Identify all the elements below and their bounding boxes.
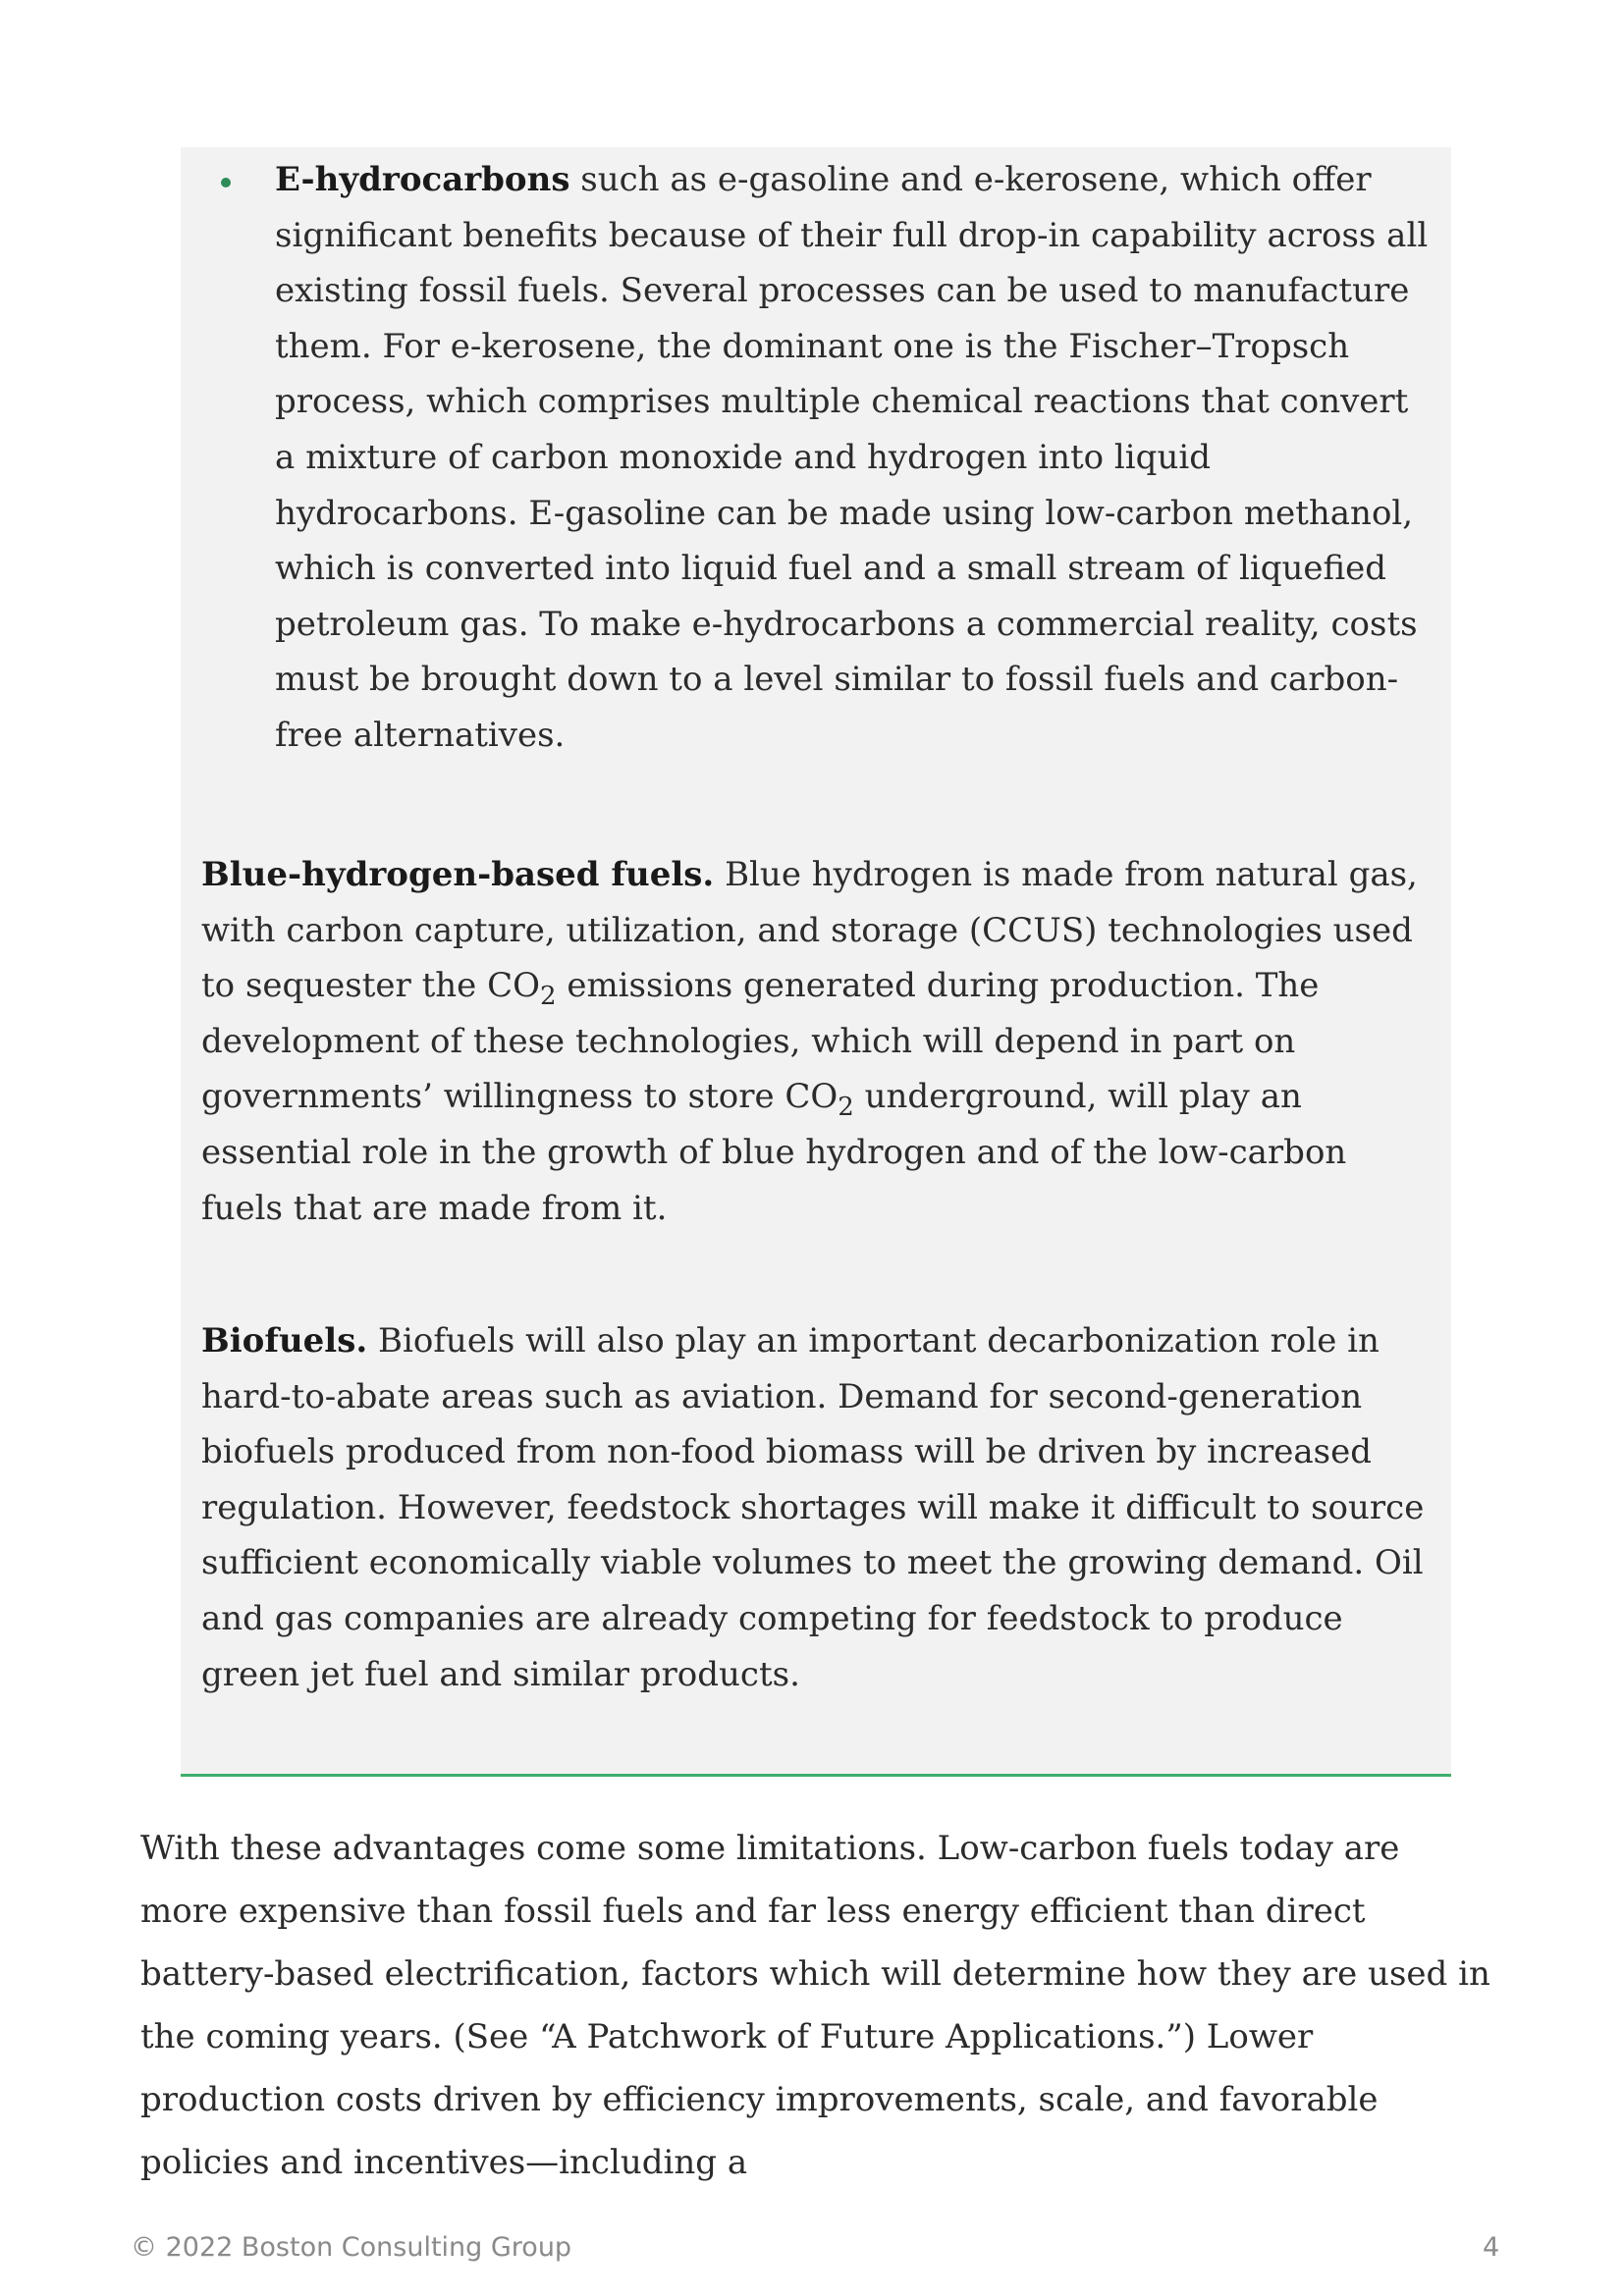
bullet-text (275, 152, 1438, 764)
term-blue-hydrogen: Blue-hydrogen-based fuels. (201, 855, 715, 894)
term-e-hydrocarbons: E-hydrocarbons (275, 160, 570, 199)
blue-hydrogen-text-2: emissions generated during production. The development of these technologies, which will depend in part on governments’ willingness to store CO (201, 966, 1320, 1117)
body-paragraph: With these advantages come some limitations. Low-carbon fuels today are more expensive than fossil fuels and far less energy efficient than direct battery-based electrification, factors which will determine how they are used in the coming years. (See “A Patchwork of Future Applications.”) Lower production costs driven by efficiency improvements, scale, and favorable policies and incentives—including a (140, 1829, 1490, 2182)
paragraph-biofuels (201, 1313, 1429, 1702)
paragraph-blue-hydrogen (201, 847, 1429, 1236)
footer-copyright: © 2022 Boston Consulting Group (131, 2232, 572, 2263)
e-hydrocarbons-description: such as e-gasoline and e-kerosene, which offer significant benefits because of their full drop-in capability across all existing fossil fuels. Several processes can be used to manufacture them. For e-kerosene, the dominant one is the Fischer–Tropsch process, which comprises multiple chemical reactions that convert a mixture of carbon monoxide and hydrogen into liquid hydrocarbons. E-gasoline can be made using low-carbon methanol, which is converted into liquid fuel and a small stream of liquefied petroleum gas. To make e-hydrocarbons a commercial reality, costs must be brought down to a level similar to fossil fuels and carbon-free alternatives. (275, 160, 1429, 755)
biofuels-text: Biofuels will also play an important decarbonization role in hard-to-abate areas such as aviation. Demand for second-generation biofuels produced from non-food biomass will be driven by increased regulation. However, feedstock shortages will make it difficult to source sufficient economically viable volumes to meet the growing demand. Oil and gas companies are already competing for feedstock to produce green jet fuel and similar products. (201, 1321, 1425, 1694)
blue-hydrogen-text-1: Blue hydrogen is made from natural gas, with carbon capture, utilization, and storage (CCUS) technologies used to sequester the CO (201, 855, 1418, 1006)
blue-hydrogen-text-3: underground, will play an essential role in the growth of blue hydrogen and of the low-carbon fuels that are made from it. (201, 1077, 1347, 1228)
bullet-icon (221, 178, 231, 187)
list-item-e-hydrocarbons (221, 152, 1438, 764)
term-biofuels: Biofuels. (201, 1321, 368, 1361)
subscript-2: 2 (539, 982, 557, 1012)
page-number: 4 (1483, 2232, 1500, 2263)
subscript-2: 2 (838, 1093, 854, 1123)
